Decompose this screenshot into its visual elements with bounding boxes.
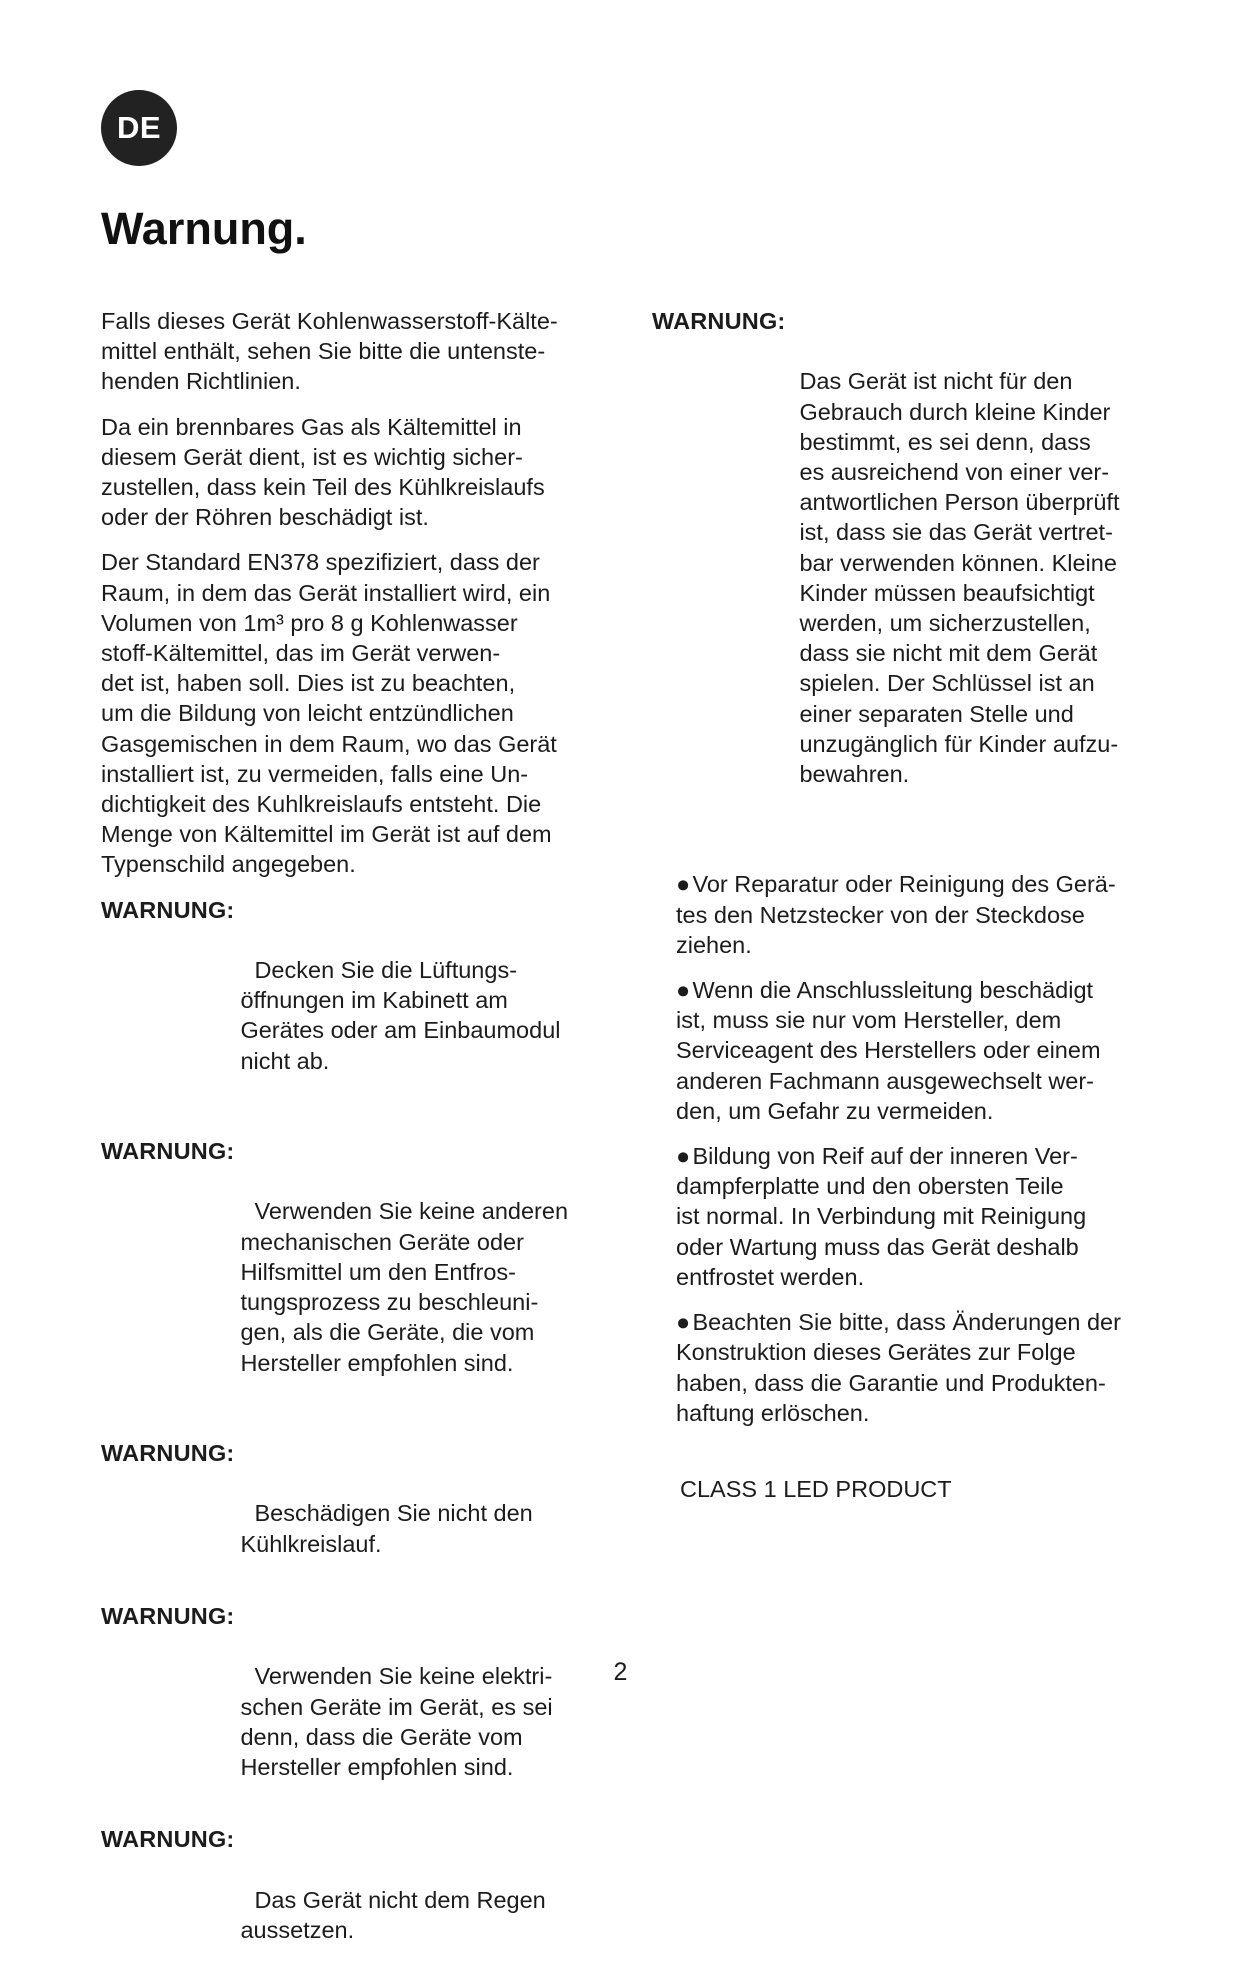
language-badge: DE [101,90,177,166]
page-number: 2 [613,1658,628,1686]
bullet-icon: ● [676,1143,691,1170]
bullet-icon: ● [676,977,691,1004]
warning-text: Das Gerät nicht dem Regen aussetzen. [240,1886,546,1943]
warning-refrigerant-circuit [101,1438,631,1589]
list-item-text: Beachten Sie bitte, dass Änderungen der Konstruktion dieses Gerätes zur Folge haben, dass die Garantie und Produkten- haftung erlöschen. [676,1309,1121,1426]
bullet-icon: ● [676,1309,691,1336]
warning-defrost-devices [101,1136,631,1408]
warning-text: Verwenden Sie keine anderen mechanischen Geräte oder Hilfsmittel um den Entfros- tungsprozess zu beschleuni- gen, als die Geräte, die vom Hersteller empfohlen sind. [240,1198,569,1376]
list-item [676,1141,1172,1292]
warning-label: WARNUNG: [101,1439,235,1466]
warning-label: WARNUNG: [101,1826,235,1853]
intro-paragraph: Falls dieses Gerät Kohlenwasserstoff-Kälte- mittel enthält, sehen Sie bitte die untenste- henden Richtlinien. [101,308,558,395]
left-column [101,306,631,1975]
flammable-gas-paragraph: Da ein brennbares Gas als Kältemittel in diesem Gerät dient, ist es wichtig sicher- zustellen, dass kein Teil des Kühlkreislaufs oder der Röhren beschädigt ist. [101,413,545,531]
list-item-text: Bildung von Reif auf der inneren Ver- dampferplatte und den obersten Teile ist normal. In Verbindung mit Reinigung oder Wartung muss das Gerät deshalb entfrostet werden. [676,1143,1087,1290]
warning-text: Verwenden Sie keine elektri- schen Geräte im Gerät, es sei denn, dass die Geräte vom Hersteller empfohlen sind. [240,1663,553,1780]
list-item [676,1307,1172,1428]
list-item-text: Wenn die Anschlussleitung beschädigt ist, muss sie nur vom Hersteller, dem Serviceagent des Herstellers oder einem anderen Fachmann ausgewechselt wer- den, um Gefahr zu vermeiden. [676,977,1101,1124]
warning-rain [101,1824,631,1975]
list-item [676,975,1172,1126]
warning-label: WARNUNG: [101,1138,235,1165]
warning-electrical-devices [101,1601,631,1812]
warning-label: WARNUNG: [101,1602,235,1629]
page-title: Warnung. [101,203,307,254]
list-item-text: Vor Reparatur oder Reinigung des Gerä- tes den Netzstecker von der Steckdose ziehen. [676,871,1116,958]
en378-paragraph: Der Standard EN378 spezifiziert, dass der Raum, in dem das Gerät installiert wird, ein Volumen von 1m³ pro 8 g Kohlenwasser stoff-Kältemittel, das im Gerät verwen- det ist, haben soll. Dies ist zu beachten, um die Bildung von leicht entzündlichen Gasgemischen in dem Raum, wo das Gerät installiert ist, zu vermeiden, falls eine Un- dichtigkeit des Kuhlkreislaufs entsteht. Die Menge von Kältemittel im Gerät ist auf dem Typenschild angegeben. [101,549,557,878]
list-item [676,869,1172,960]
right-column [652,306,1172,1504]
led-class-note: CLASS 1 LED PRODUCT [680,1475,952,1502]
safety-bullet-list [652,869,1172,1427]
warning-text: Beschädigen Sie nicht den Kühlkreislauf. [240,1500,533,1557]
bullet-icon: ● [676,871,691,898]
warning-children [652,306,1172,819]
warning-text: Decken Sie die Lüftungs- öffnungen im Kabinett am Gerätes oder am Einbaumodul nicht ab. [240,957,561,1074]
warning-label: WARNUNG: [101,896,235,923]
warning-label: WARNUNG: [652,308,786,334]
warning-text: Das Gerät ist nicht für den Gebrauch durch kleine Kinder bestimmt, es sei denn, dass es ausreichend von einer ver- antwortlichen Person überprüft ist, dass sie das Gerät vertret- bar verwenden können. Kleine Kinder müssen beaufsichtigt werden, um sicherzustellen, dass sie nicht mit dem Gerät spielen. Der Schlüssel ist an einer separaten Stelle und unzugänglich für Kinder aufzu- bewahren. [799,368,1120,788]
warning-ventilation [101,895,631,1106]
